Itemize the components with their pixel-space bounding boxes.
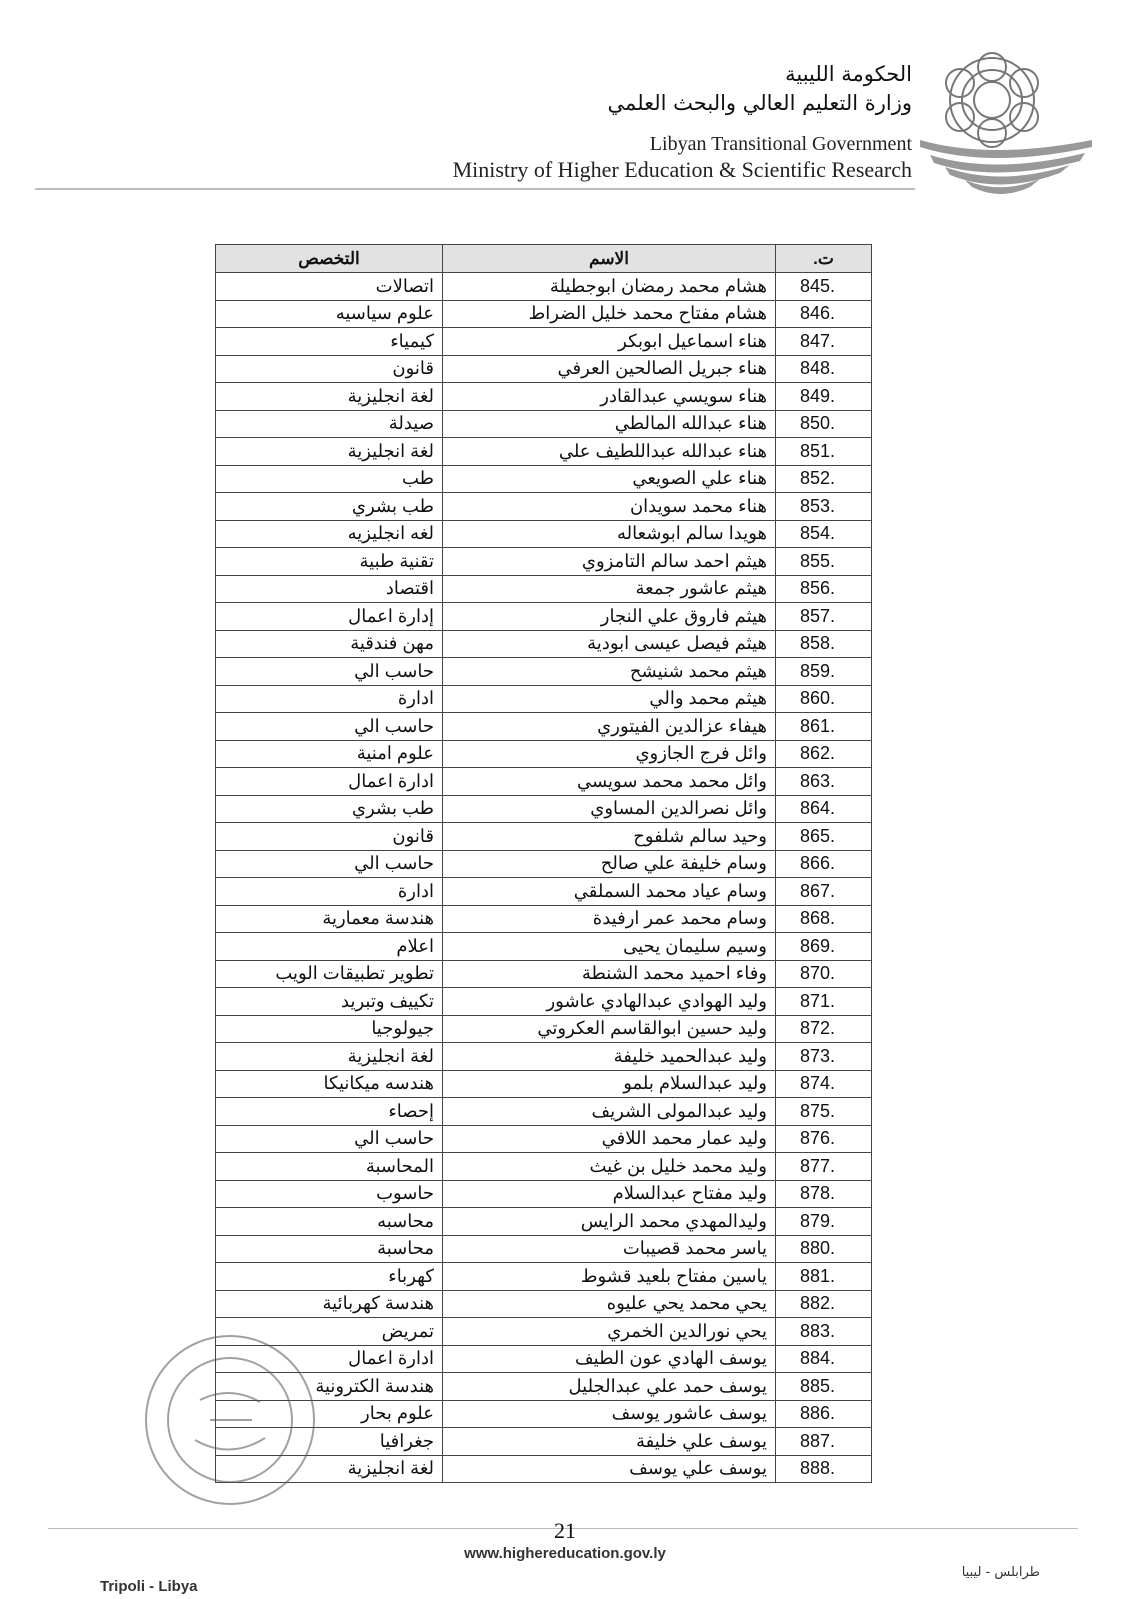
table-row	[216, 328, 872, 356]
table-row	[216, 1290, 872, 1318]
table-row	[216, 630, 872, 658]
row-name: وسام عياد محمد السملقي	[443, 878, 776, 906]
table-row	[216, 1015, 872, 1043]
row-specialization: محاسبة	[216, 1235, 443, 1263]
table-row	[216, 383, 872, 411]
row-name: هيثم محمد شنيشح	[443, 658, 776, 686]
row-number: 848.	[776, 355, 872, 383]
row-name: وليد عمار محمد اللافي	[443, 1125, 776, 1153]
row-number: 874.	[776, 1070, 872, 1098]
row-specialization: قانون	[216, 355, 443, 383]
row-name: هناء جبريل الصالحين العرفي	[443, 355, 776, 383]
row-specialization: تكييف وتبريد	[216, 988, 443, 1016]
table-row	[216, 493, 872, 521]
row-name: هناء علي الصويعي	[443, 465, 776, 493]
row-number: 846.	[776, 300, 872, 328]
row-number: 877.	[776, 1153, 872, 1181]
row-specialization: هندسه ميكانيكا	[216, 1070, 443, 1098]
table-row	[216, 438, 872, 466]
row-specialization: اقتصاد	[216, 575, 443, 603]
names-table	[215, 244, 872, 1483]
header-divider	[35, 188, 915, 190]
row-name: ياسر محمد قصيبات	[443, 1235, 776, 1263]
row-name: هناء عبدالله عبداللطيف علي	[443, 438, 776, 466]
ministry-name-arabic: وزارة التعليم العالي والبحث العلمي	[607, 91, 912, 115]
row-number: 861.	[776, 713, 872, 741]
row-specialization: علوم سياسيه	[216, 300, 443, 328]
table-body	[216, 273, 872, 1483]
row-specialization: حاسب الي	[216, 1125, 443, 1153]
row-number: 883.	[776, 1318, 872, 1346]
row-name: وسام خليفة علي صالح	[443, 850, 776, 878]
row-number: 866.	[776, 850, 872, 878]
row-specialization: حاسوب	[216, 1180, 443, 1208]
table-row	[216, 520, 872, 548]
row-specialization: هندسة كهربائية	[216, 1290, 443, 1318]
row-specialization: تقنية طبية	[216, 548, 443, 576]
row-number: 868.	[776, 905, 872, 933]
row-specialization: لغة انجليزية	[216, 1455, 443, 1483]
table-row	[216, 1153, 872, 1181]
row-number: 858.	[776, 630, 872, 658]
row-name: وحيد سالم شلفوح	[443, 823, 776, 851]
row-name: هيثم محمد والي	[443, 685, 776, 713]
row-number: 881.	[776, 1263, 872, 1291]
row-number: 859.	[776, 658, 872, 686]
table-row	[216, 685, 872, 713]
row-name: ياسين مفتاح بلعيد قشوط	[443, 1263, 776, 1291]
row-name: هناء عبدالله المالطي	[443, 410, 776, 438]
row-specialization: المحاسبة	[216, 1153, 443, 1181]
row-name: يحي محمد يحي عليوه	[443, 1290, 776, 1318]
ministry-name-english: Ministry of Higher Education & Scientific Research	[452, 157, 912, 182]
row-number: 867.	[776, 878, 872, 906]
column-header-name: الاسم	[443, 245, 776, 273]
row-specialization: لغة انجليزية	[216, 383, 443, 411]
row-name: هناء سويسي عبدالقادر	[443, 383, 776, 411]
row-number: 865.	[776, 823, 872, 851]
row-specialization: تطوير تطبيقات الويب	[216, 960, 443, 988]
row-number: 878.	[776, 1180, 872, 1208]
row-number: 875.	[776, 1098, 872, 1126]
row-specialization: ادارة	[216, 685, 443, 713]
row-number: 876.	[776, 1125, 872, 1153]
table-row	[216, 850, 872, 878]
row-name: هيثم احمد سالم التامزوي	[443, 548, 776, 576]
row-specialization: اتصالات	[216, 273, 443, 301]
table-row	[216, 1208, 872, 1236]
row-specialization: اعلام	[216, 933, 443, 961]
row-specialization: ادارة اعمال	[216, 1345, 443, 1373]
row-name: وفاء احميد محمد الشنطة	[443, 960, 776, 988]
footer-city-english: Tripoli - Libya	[100, 1578, 198, 1595]
footer-city-arabic: طرابلس - ليبيا	[961, 1565, 1040, 1580]
row-specialization: إدارة اعمال	[216, 603, 443, 631]
row-name: يوسف عاشور يوسف	[443, 1400, 776, 1428]
table-row	[216, 1180, 872, 1208]
table-row	[216, 988, 872, 1016]
row-specialization: ادارة اعمال	[216, 768, 443, 796]
footer-website-link[interactable]: www.highereducation.gov.ly	[464, 1545, 666, 1562]
row-specialization: حاسب الي	[216, 658, 443, 686]
row-number: 887.	[776, 1428, 872, 1456]
row-number: 852.	[776, 465, 872, 493]
row-name: هيثم فاروق علي النجار	[443, 603, 776, 631]
row-name: وليد الهوادي عبدالهادي عاشور	[443, 988, 776, 1016]
official-stamp-icon	[140, 1330, 320, 1510]
row-specialization: لغه انجليزيه	[216, 520, 443, 548]
row-name: هشام محمد رمضان ابوجطيلة	[443, 273, 776, 301]
table-row	[216, 1263, 872, 1291]
table-row	[216, 1043, 872, 1071]
row-number: 851.	[776, 438, 872, 466]
row-number: 873.	[776, 1043, 872, 1071]
row-specialization: لغة انجليزية	[216, 438, 443, 466]
row-number: 864.	[776, 795, 872, 823]
row-number: 854.	[776, 520, 872, 548]
row-name: هناء اسماعيل ابوبكر	[443, 328, 776, 356]
row-number: 850.	[776, 410, 872, 438]
table-row	[216, 713, 872, 741]
row-number: 880.	[776, 1235, 872, 1263]
row-number: 879.	[776, 1208, 872, 1236]
row-name: يوسف حمد علي عبدالجليل	[443, 1373, 776, 1401]
row-name: هيفاء عزالدين الفيتوري	[443, 713, 776, 741]
table-row	[216, 1125, 872, 1153]
row-specialization: كهرباء	[216, 1263, 443, 1291]
row-name: هناء محمد سويدان	[443, 493, 776, 521]
row-number: 849.	[776, 383, 872, 411]
table-row	[216, 273, 872, 301]
table-row	[216, 740, 872, 768]
row-number: 847.	[776, 328, 872, 356]
table-row	[216, 575, 872, 603]
row-number: 888.	[776, 1455, 872, 1483]
row-number: 870.	[776, 960, 872, 988]
table-row	[216, 1235, 872, 1263]
row-specialization: طب بشري	[216, 795, 443, 823]
government-name-english: Libyan Transitional Government	[649, 133, 912, 155]
table-row	[216, 933, 872, 961]
row-number: 855.	[776, 548, 872, 576]
row-specialization: طب بشري	[216, 493, 443, 521]
row-name: وليد عبدالسلام بلمو	[443, 1070, 776, 1098]
row-name: وائل نصرالدين المساوي	[443, 795, 776, 823]
row-number: 884.	[776, 1345, 872, 1373]
row-number: 857.	[776, 603, 872, 631]
row-name: وليدالمهدي محمد الرايس	[443, 1208, 776, 1236]
table-row	[216, 410, 872, 438]
row-specialization: محاسبه	[216, 1208, 443, 1236]
table-row	[216, 795, 872, 823]
column-header-number: ت.	[776, 245, 872, 273]
table-row	[216, 960, 872, 988]
row-name: هشام مفتاح محمد خليل الضراط	[443, 300, 776, 328]
row-number: 853.	[776, 493, 872, 521]
table-row	[216, 465, 872, 493]
government-name-arabic: الحكومة الليبية	[785, 62, 912, 86]
row-name: وائل محمد محمد سويسي	[443, 768, 776, 796]
row-name: يوسف علي يوسف	[443, 1455, 776, 1483]
row-specialization: ادارة	[216, 878, 443, 906]
row-specialization: هندسة الكترونية	[216, 1373, 443, 1401]
row-name: وسام محمد عمر ارفيدة	[443, 905, 776, 933]
row-number: 863.	[776, 768, 872, 796]
table-row	[216, 355, 872, 383]
row-specialization: حاسب الي	[216, 713, 443, 741]
row-number: 869.	[776, 933, 872, 961]
row-specialization: حاسب الي	[216, 850, 443, 878]
row-name: هيثم فيصل عيسى ابودية	[443, 630, 776, 658]
row-number: 862.	[776, 740, 872, 768]
table-row	[216, 1070, 872, 1098]
row-specialization: مهن فندقية	[216, 630, 443, 658]
row-number: 882.	[776, 1290, 872, 1318]
page-number: 21	[554, 1518, 576, 1543]
row-specialization: صيدلة	[216, 410, 443, 438]
row-name: هيثم عاشور جمعة	[443, 575, 776, 603]
row-specialization: قانون	[216, 823, 443, 851]
row-name: وسيم سليمان يحيى	[443, 933, 776, 961]
row-number: 856.	[776, 575, 872, 603]
row-specialization: علوم امنية	[216, 740, 443, 768]
table-row	[216, 603, 872, 631]
row-name: يحي نورالدين الخمري	[443, 1318, 776, 1346]
table-row	[216, 1098, 872, 1126]
table-row	[216, 300, 872, 328]
table-header-row	[216, 245, 872, 273]
row-number: 860.	[776, 685, 872, 713]
row-name: وليد مفتاح عبدالسلام	[443, 1180, 776, 1208]
row-specialization: تمريض	[216, 1318, 443, 1346]
row-name: يوسف الهادي عون الطيف	[443, 1345, 776, 1373]
row-specialization: جغرافيا	[216, 1428, 443, 1456]
table-row	[216, 768, 872, 796]
row-specialization: طب	[216, 465, 443, 493]
header-english	[453, 132, 912, 184]
row-specialization: علوم بحار	[216, 1400, 443, 1428]
row-name: وليد عبدالمولى الشريف	[443, 1098, 776, 1126]
header-arabic	[608, 60, 912, 118]
table-row	[216, 878, 872, 906]
row-name: وائل فرج الجازوي	[443, 740, 776, 768]
row-number: 871.	[776, 988, 872, 1016]
table-row	[216, 905, 872, 933]
row-name: وليد حسين ابوالقاسم العكروتي	[443, 1015, 776, 1043]
row-number: 885.	[776, 1373, 872, 1401]
table-row	[216, 658, 872, 686]
table-row	[216, 823, 872, 851]
ministry-logo-icon	[920, 45, 1095, 205]
column-header-specialization: التخصص	[216, 245, 443, 273]
row-specialization: لغة انجليزية	[216, 1043, 443, 1071]
row-specialization: كيمياء	[216, 328, 443, 356]
row-specialization: جيولوجيا	[216, 1015, 443, 1043]
row-name: وليد محمد خليل بن غيث	[443, 1153, 776, 1181]
row-name: يوسف علي خليفة	[443, 1428, 776, 1456]
row-number: 886.	[776, 1400, 872, 1428]
row-specialization: هندسة معمارية	[216, 905, 443, 933]
row-number: 872.	[776, 1015, 872, 1043]
row-name: هويدا سالم ابوشعاله	[443, 520, 776, 548]
table-row	[216, 548, 872, 576]
row-specialization: إحصاء	[216, 1098, 443, 1126]
row-name: وليد عبدالحميد خليفة	[443, 1043, 776, 1071]
row-number: 845.	[776, 273, 872, 301]
